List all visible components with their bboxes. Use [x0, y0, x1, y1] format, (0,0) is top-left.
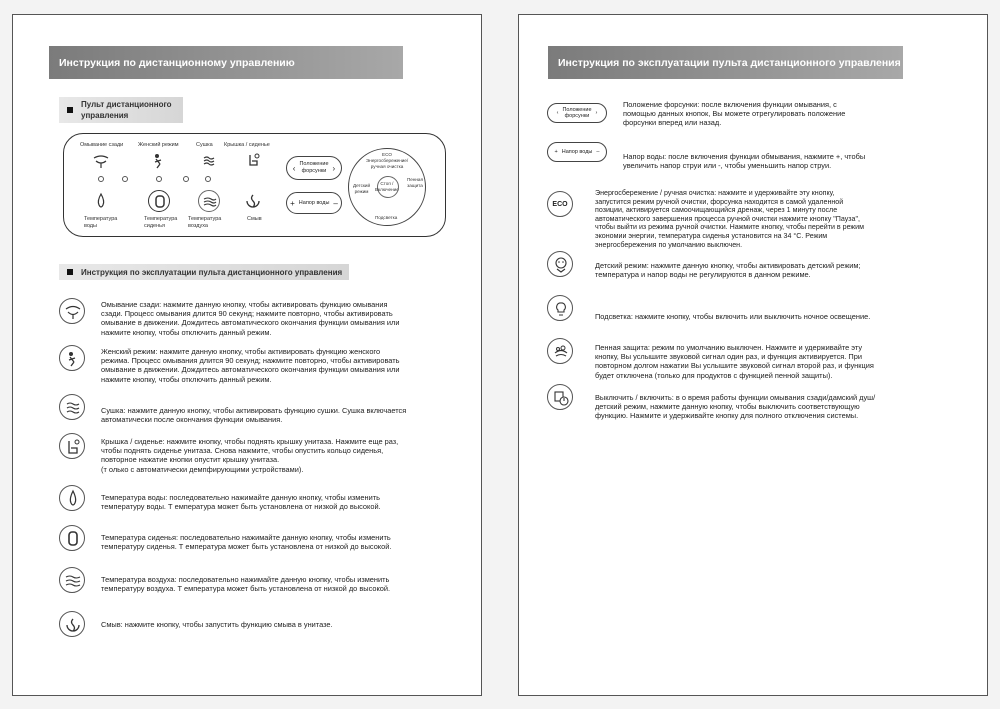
label-feminine: Женский режим: [138, 142, 179, 148]
dryer-icon: [198, 150, 220, 172]
feminine-wash-icon: [59, 345, 85, 371]
water-pressure-text: Напор воды: после включения функции обмывания, нажмите +, чтобы увеличить напор струи или -, чтобы уменьшить напор струи.: [623, 152, 866, 171]
water-temp-button[interactable]: [90, 190, 112, 212]
remote-diagram: [63, 133, 446, 237]
left-title-band: [49, 46, 403, 79]
remote-heading-line1: Пульт дистанционного: [81, 100, 172, 109]
bullet-square: [67, 269, 73, 275]
indicator-dot: [156, 176, 162, 182]
air-temp-icon: [59, 567, 85, 593]
list-item: ECO Энергосбережение / ручная очистка: нажмите и удерживайте эту кнопку, запустится режим ручной очистки, форсунка находится в самой удаленной позиции, активируется самоочищающийся дренаж, через 1 минуту после автоматического завершения процесса ручной очистки нажмите кнопку "Пауза", чтобы выйти из режима ручной очистки. Нажмите кнопку, чтобы перейти в режим экономии энергии, температура сиденья установится на 34 °С. Режим энергосбережения по умолчанию выключен.: [547, 191, 864, 249]
rear-wash-icon: [90, 150, 112, 172]
seat-temp-icon: [149, 191, 171, 213]
indicator-dot: [183, 176, 189, 182]
right-title-band: [548, 46, 903, 79]
chevron-right-icon[interactable]: ›: [595, 109, 598, 116]
feminine-wash-icon: [148, 150, 170, 172]
nozzle-position-pill[interactable]: ‹ Положение форсунки ›: [286, 156, 342, 180]
night-light-icon: [547, 295, 573, 321]
list-item: Омывание сзади: нажмите данную кнопку, чтобы активировать функцию омывания сзади. Процесс омывания длится 90 секунд; нажмите повторно, чтобы активировать омывание в движении. Дождитесь автоматического окончания функции омывания или нажмите кнопку, чтобы отключить данный режим.: [59, 298, 399, 337]
label-seat-temp: Температура сиденья: [144, 216, 178, 229]
chevron-left-icon[interactable]: ‹: [292, 163, 296, 173]
label-lid-seat: Крышка / сиденье: [224, 142, 270, 148]
flush-button[interactable]: [242, 190, 264, 212]
label-air-temp: Температура воздуха: [188, 216, 222, 229]
list-item: Женский режим: нажмите данную кнопку, чтобы активировать функцию женского режима. Процесс омывания длится 90 секунд; нажмите повторно, чтобы активировать омывание в движении. Дождитесь автоматического окончания функции омывания или нажмите кнопку, чтобы отключить данный режим.: [59, 345, 399, 384]
dial-light[interactable]: Подсветка: [375, 215, 398, 220]
list-item: Детский режим: нажмите данную кнопку, чтобы активировать детский режим; температура и напор воды не регулируются в данном режиме.: [547, 251, 861, 279]
air-temp-icon: [199, 191, 221, 213]
operation-heading: Инструкция по эксплуатации пульта дистанционного управления: [59, 264, 349, 280]
lid-seat-icon: [242, 150, 264, 172]
flush-icon: [242, 190, 264, 212]
water-pressure-pill[interactable]: + Напор воды –: [547, 142, 607, 162]
list-item: Смыв: нажмите кнопку, чтобы запустить функцию смыва в унитазе.: [59, 611, 333, 637]
remote-heading-line2: управления: [81, 111, 129, 120]
dryer-icon: [59, 394, 85, 420]
list-item: Выключить / включить: в о время работы функции омывания сзади/дамский душ/ детский режим, нажмите данную кнопку, чтобы выключить соответствующую функцию. Нажмите и удерживайте кнопку для полного отключения системы.: [547, 384, 875, 421]
water-temp-icon: [90, 190, 112, 212]
nozzle-position-pill[interactable]: ‹ Положение форсунки ›: [547, 103, 607, 123]
label-rear-wash: Омывание сзади: [80, 142, 124, 148]
dial-eco[interactable]: ECO: [382, 152, 392, 157]
label-dryer: Сушка: [196, 142, 213, 148]
plus-icon[interactable]: +: [554, 148, 558, 155]
label-flush: Смыв: [247, 216, 262, 222]
rear-wash-icon: [59, 298, 85, 324]
dial-child-mode[interactable]: Детский режим: [353, 183, 371, 194]
nozzle-position-text: Положение форсунки: после включения функции омывания, с помощью данных кнопок, Вы можете отрегулировать положение форсунки вперед или назад.: [623, 100, 846, 128]
indicator-dot: [122, 176, 128, 182]
indicator-dot: [98, 176, 104, 182]
seat-temp-icon: [59, 525, 85, 551]
chevron-left-icon[interactable]: ‹: [556, 109, 559, 116]
rear-wash-button[interactable]: [90, 150, 112, 172]
child-mode-icon: [547, 251, 573, 277]
lid-seat-icon: [59, 433, 85, 459]
list-item: Температура воды: последовательно нажимайте данную кнопку, чтобы изменить температуру воды. Т емпература может быть установлена от низкой до высокой.: [59, 485, 381, 511]
flush-icon: [59, 611, 85, 637]
minus-icon[interactable]: –: [596, 148, 600, 155]
list-item: Сушка: нажмите данную кнопку, чтобы активировать функцию сушки. Сушка включается автоматически после окончания функции омывания.: [59, 394, 406, 424]
list-item: Пенная защита: режим по умолчанию выключен. Нажмите и удерживайте эту кнопку, Вы услышите звуковой сигнал один раз, и функция активируется. При повторном долгом нажатии Вы услышите звуковой сигнал второй раз, и функция будет отключена (только для продуктов с функцией пенной защиты).: [547, 338, 874, 380]
air-temp-button[interactable]: [198, 190, 220, 212]
right-page: [518, 14, 988, 696]
foam-shield-icon: [547, 338, 573, 364]
bullet-square: [67, 107, 73, 113]
list-item: Подсветка: нажмите кнопку, чтобы включить или выключить ночное освещение.: [547, 295, 870, 321]
left-page-title: Инструкция по дистанционному управлению: [59, 56, 295, 69]
dial-foam-shield[interactable]: Пенная защита: [407, 177, 423, 188]
minus-icon[interactable]: –: [333, 198, 338, 208]
power-icon: [547, 384, 573, 410]
water-pressure-pill[interactable]: + Напор воды –: [286, 192, 342, 214]
plus-icon[interactable]: +: [290, 198, 295, 208]
indicator-dot: [205, 176, 211, 182]
lid-seat-button[interactable]: [242, 150, 264, 172]
left-page: [12, 14, 482, 696]
remote-heading: [59, 97, 183, 123]
dryer-button[interactable]: [198, 150, 220, 172]
right-page-title: Инструкция по эксплуатации пульта дистанционного управления: [558, 56, 901, 69]
mode-dial: [348, 148, 426, 226]
eco-icon: ECO: [547, 191, 573, 217]
feminine-button[interactable]: [148, 150, 170, 172]
dial-eco-sub: Энергосбережение/ ручная очистка: [366, 158, 409, 169]
list-item: Температура воздуха: последовательно нажимайте данную кнопку, чтобы изменить температуру воздуха. Т емпература может быть установлена от низкой до высокой.: [59, 567, 390, 593]
dial-stop-on: Стоп / Включение: [375, 181, 399, 192]
label-water-temp: Температура воды: [84, 216, 118, 229]
list-item: Температура сиденья: последовательно нажимайте данную кнопку, чтобы изменить температуру сиденья. Т емпература может быть установлена от низкой до высокой.: [59, 525, 391, 551]
list-item: Крышка / сиденье: нажмите кнопку, чтобы поднять крышку унитаза. Нажмите еще раз, чтобы поднять сиденье унитаза. Снова нажмите, чтобы опустить кольцо сиденья, повторное нажатие кнопки опустит крышку унитаза. (т олько с автоматически демпфирующими устройствами).: [59, 433, 398, 474]
chevron-right-icon[interactable]: ›: [332, 163, 336, 173]
water-temp-icon: [59, 485, 85, 511]
seat-temp-button[interactable]: [148, 190, 170, 212]
